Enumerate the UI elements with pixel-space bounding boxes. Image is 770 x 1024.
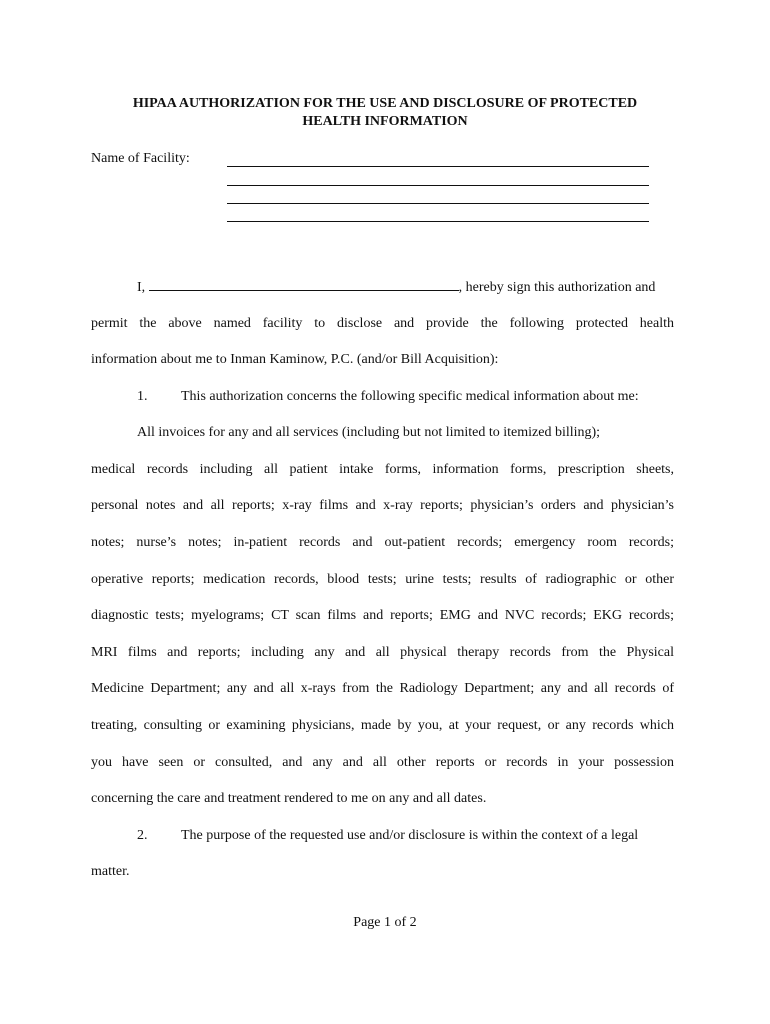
authorization-line-2: permit the above named facility to disclose and provide the following protected health (91, 316, 674, 331)
authorization-rest: , hereby sign this authorization and (458, 280, 656, 295)
records-line-1: All invoices for any and all services (including but not limited to itemized billing); (137, 425, 601, 440)
facility-label: Name of Facility: (91, 151, 190, 166)
facility-blank-line-1[interactable] (227, 166, 649, 167)
item-1-text: This authorization concerns the following specific medical information about me: (181, 389, 639, 404)
page-number: Page 1 of 2 (353, 915, 417, 930)
item-1-number: 1. (137, 389, 148, 404)
facility-blank-line-2[interactable] (227, 185, 649, 186)
records-line-3: personal notes and all reports; x-ray films and x-ray reports; physician’s orders and physician’s (91, 498, 674, 513)
document-title-line-1: HIPAA AUTHORIZATION FOR THE USE AND DISCLOSURE OF PROTECTED (132, 96, 638, 111)
facility-blank-line-4[interactable] (227, 221, 649, 222)
records-line-2: medical records including all patient intake forms, information forms, prescription sheets, (91, 462, 674, 477)
authorization-statement-line (137, 278, 655, 297)
records-line-6: diagnostic tests; myelograms; CT scan films and reports; EMG and NVC records; EKG records; (91, 608, 674, 623)
records-line-8: Medicine Department; any and all x-rays from the Radiology Department; any and all records of (91, 681, 674, 696)
records-line-4: notes; nurse’s notes; in-patient records and out-patient records; emergency room records; (91, 535, 674, 550)
records-line-10: you have seen or consulted, and any and all other reports or records in your possession (91, 755, 674, 770)
document-title-line-2: HEALTH INFORMATION (302, 114, 468, 129)
records-line-11: concerning the care and treatment rendered to me on any and all dates. (91, 791, 487, 806)
item-2-text: The purpose of the requested use and/or disclosure is within the context of a legal (181, 828, 639, 843)
authorization-line-3: information about me to Inman Kaminow, P.C. (and/or Bill Acquisition): (91, 352, 499, 367)
item-2-number: 2. (137, 828, 148, 843)
name-blank-line[interactable] (149, 278, 459, 291)
item-2-continuation: matter. (91, 864, 130, 879)
records-line-5: operative reports; medication records, blood tests; urine tests; results of radiographic or other (91, 572, 674, 587)
facility-blank-line-3[interactable] (227, 203, 649, 204)
authorization-i: I, (137, 280, 146, 295)
records-line-7: MRI films and reports; including any and all physical therapy records from the Physical (91, 645, 674, 660)
records-line-9: treating, consulting or examining physicians, made by you, at your request, or any records which (91, 718, 674, 733)
